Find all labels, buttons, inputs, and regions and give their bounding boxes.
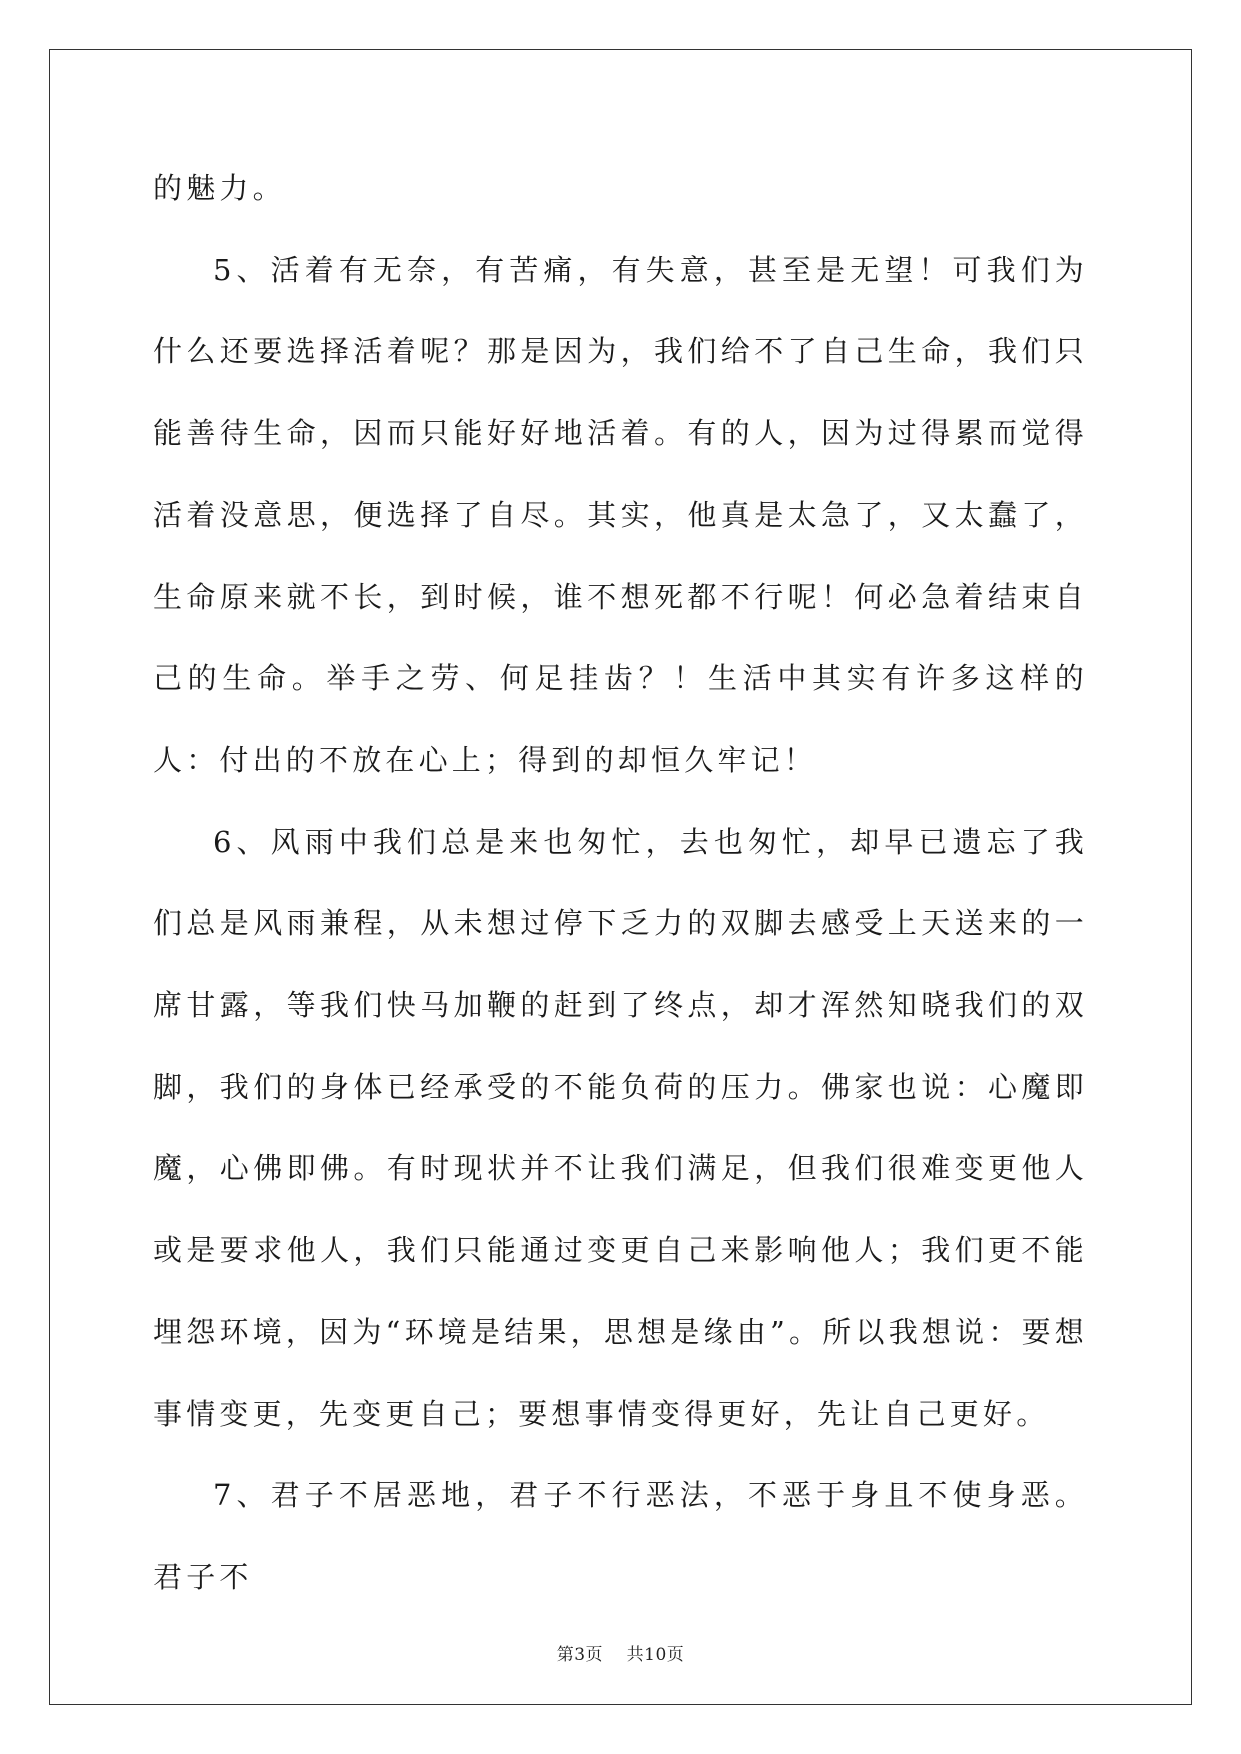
- paragraph-item-6: 6、风雨中我们总是来也匆忙，去也匆忙，却早已遗忘了我们总是风雨兼程，从未想过停下乏力的双脚去感受上天送来的一席甘露，等我们快马加鞭的赶到了终点，却才浑然知晓我们的双脚，我们的身体已经承受的不能负荷的压力。佛家也说：心魔即魔，心佛即佛。有时现状并不让我们满足，但我们很难变更他人或是要求他人，我们只能通过变更自己来影响他人；我们更不能埋怨环境，因为“环境是结果，思想是缘由”。所以我想说：要想事情变更，先变更自己；要想事情变得更好，先让自己更好。: [153, 824, 1088, 1431]
- paragraph-continuation: 的魅力。: [153, 171, 286, 205]
- page-total: 共10页: [626, 1645, 685, 1665]
- page-number: 第3页: [556, 1645, 604, 1665]
- document-body: [153, 148, 1088, 1619]
- paragraph-item-7: 7、君子不居恶地，君子不行恶法，不恶于身且不使身恶。君子不: [153, 1478, 1088, 1594]
- page-footer: [0, 1640, 1241, 1665]
- paragraph-item-5: 5、活着有无奈，有苦痛，有失意，甚至是无望！可我们为什么还要选择活着呢？那是因为，我们给不了自己生命，我们只能善待生命，因而只能好好地活着。有的人，因为过得累而觉得活着没意思，便选择了自尽。其实，他真是太急了，又太蠢了，生命原来就不长，到时候，谁不想死都不行呢！何必急着结束自己的生命。举手之劳、何足挂齿？！生活中其实有许多这样的人：付出的不放在心上；得到的却恒久牢记！: [153, 252, 1088, 777]
